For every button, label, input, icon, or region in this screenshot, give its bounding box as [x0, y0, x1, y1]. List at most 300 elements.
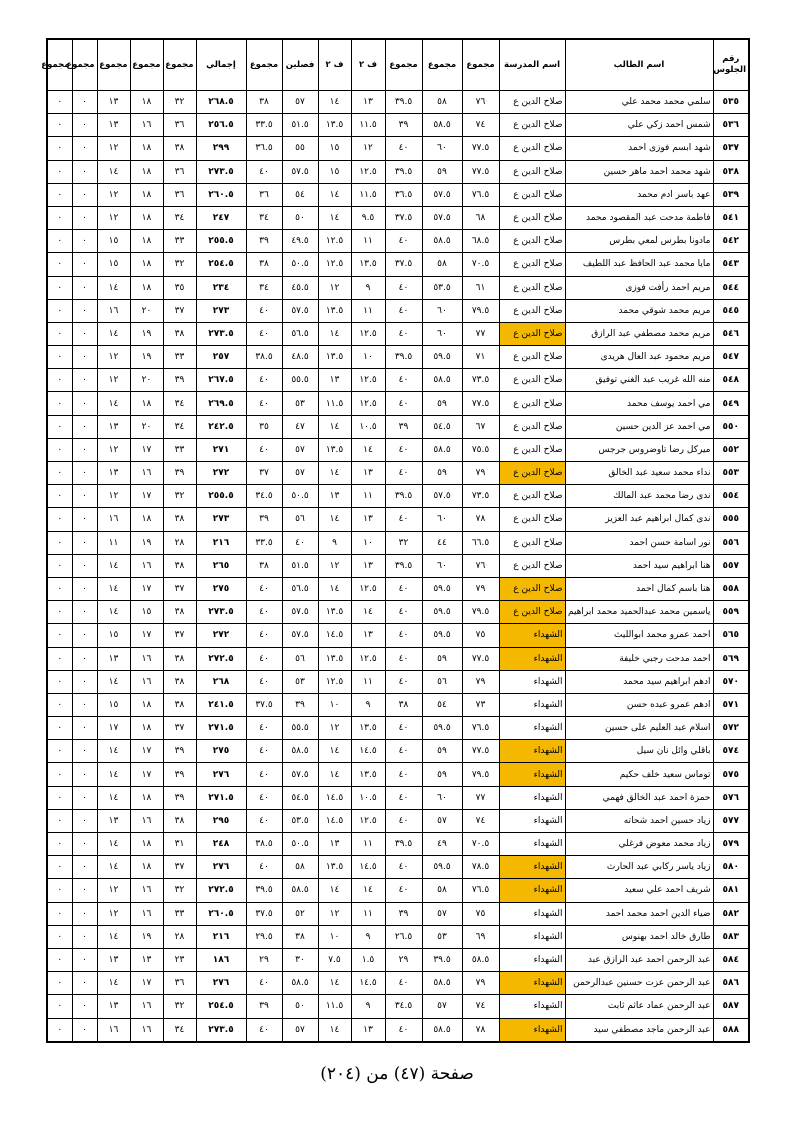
score-cell: ٥٧ [282, 1018, 318, 1042]
score-cell: ٥٧ [282, 91, 318, 114]
score-cell: ٣٩ [163, 462, 196, 485]
score-cell: ٧٧ [462, 786, 499, 809]
column-header: رقم الجلوس [713, 39, 749, 91]
score-cell: ٣٦.٥ [246, 137, 282, 160]
student-name-cell: عبد الرحمن احمد عبد الرازق عبد [565, 948, 713, 971]
score-cell: ١٢ [97, 206, 130, 229]
column-header: مجموع [422, 39, 462, 91]
score-cell: ٧٧.٥ [462, 647, 499, 670]
score-cell: ٣٩ [163, 786, 196, 809]
score-cell: ١٤ [318, 879, 351, 902]
school-cell: الشهداء [499, 856, 565, 879]
score-cell: ٣٩ [385, 114, 422, 137]
student-name-cell: عبد الرحمن عزت حسنين عبدالرحمن [565, 972, 713, 995]
score-cell: ٣٧.٥ [246, 693, 282, 716]
score-cell: ٧٧.٥ [462, 392, 499, 415]
score-cell: ٣٥ [163, 276, 196, 299]
score-cell: ٣٢ [385, 531, 422, 554]
score-cell: ٢٧٣ [196, 508, 246, 531]
score-cell: ٥٠ [282, 206, 318, 229]
table-row [47, 322, 749, 345]
score-cell: ١٤ [318, 740, 351, 763]
score-cell: ١٨ [130, 856, 163, 879]
score-cell: ٥٣ [282, 670, 318, 693]
table-row [47, 902, 749, 925]
score-cell: ١٦ [97, 1018, 130, 1042]
school-cell: الشهداء [499, 809, 565, 832]
score-cell: ٢٩٩ [196, 137, 246, 160]
score-cell: ٠ [47, 693, 72, 716]
score-cell: ١١.٥ [351, 114, 385, 137]
score-cell: ٧.٥ [318, 948, 351, 971]
table-row [47, 346, 749, 369]
student-name-cell: شمس احمد زكي علي [565, 114, 713, 137]
score-cell: ٠ [72, 160, 97, 183]
score-cell: ٠ [72, 508, 97, 531]
score-cell: ٣٨ [163, 693, 196, 716]
score-cell: ٢٧٥ [196, 740, 246, 763]
student-name-cell: ادهم عمرو عبده حسن [565, 693, 713, 716]
score-cell: ٢٤١.٥ [196, 693, 246, 716]
score-cell: ٦٨ [462, 206, 499, 229]
score-cell: ١٨ [130, 253, 163, 276]
score-cell: ٠ [47, 346, 72, 369]
score-cell: ٢٩ [385, 948, 422, 971]
score-cell: ٥١.٥ [282, 554, 318, 577]
score-cell: ٧٩ [462, 577, 499, 600]
score-cell: ٥٨.٥ [422, 114, 462, 137]
score-cell: ٢٦٩.٥ [196, 392, 246, 415]
score-cell: ٥٨ [282, 856, 318, 879]
score-cell: ١٢ [318, 276, 351, 299]
seat-number-cell: ٥٤٥ [713, 299, 749, 322]
score-cell: ٥٣.٥ [282, 809, 318, 832]
score-cell: ٢٣٤ [196, 276, 246, 299]
table-row [47, 438, 749, 461]
score-cell: ٠ [47, 670, 72, 693]
score-cell: ٥١.٥ [282, 114, 318, 137]
score-cell: ٥٥.٥ [282, 717, 318, 740]
school-cell: الشهداء [499, 972, 565, 995]
score-cell: ١٧ [130, 577, 163, 600]
score-cell: ١١ [351, 670, 385, 693]
score-cell: ١٦ [130, 809, 163, 832]
score-cell: ٣٦ [163, 160, 196, 183]
score-cell: ٥٩.٥ [422, 856, 462, 879]
score-cell: ٧٠.٥ [462, 833, 499, 856]
score-cell: ٤٠ [385, 647, 422, 670]
student-name-cell: فاطمة مدحت عبد المقصود محمد [565, 206, 713, 229]
table-row [47, 717, 749, 740]
school-cell: صلاح الدين ع [499, 392, 565, 415]
school-cell: صلاح الدين ع [499, 160, 565, 183]
student-name-cell: زياد محمد معوض فرغلي [565, 833, 713, 856]
score-cell: ٠ [72, 647, 97, 670]
score-cell: ٠ [47, 230, 72, 253]
school-cell: الشهداء [499, 995, 565, 1018]
score-cell: ٣٧ [246, 462, 282, 485]
seat-number-cell: ٥٣٧ [713, 137, 749, 160]
school-cell: صلاح الدين ع [499, 531, 565, 554]
seat-number-cell: ٥٧٩ [713, 833, 749, 856]
score-cell: ١٤ [97, 856, 130, 879]
score-cell: ١٠ [318, 693, 351, 716]
score-cell: ١٦ [130, 554, 163, 577]
score-cell: ١٤.٥ [318, 624, 351, 647]
score-cell: ٥٤ [282, 183, 318, 206]
score-cell: ٢٧٢ [196, 462, 246, 485]
score-cell: ٥٤.٥ [282, 786, 318, 809]
score-cell: ٣٨.٥ [246, 346, 282, 369]
seat-number-cell: ٥٤٣ [713, 253, 749, 276]
school-cell: صلاح الدين ع [499, 462, 565, 485]
score-cell: ٢٥٤.٥ [196, 995, 246, 1018]
score-cell: ١٣.٥ [318, 856, 351, 879]
score-cell: ٣٩.٥ [422, 948, 462, 971]
score-cell: ٢٩.٥ [246, 925, 282, 948]
score-cell: ١٣ [97, 415, 130, 438]
student-name-cell: عبد الرحمن ماجد مصطفي سيد [565, 1018, 713, 1042]
table-row [47, 462, 749, 485]
score-cell: ٠ [72, 717, 97, 740]
school-cell: صلاح الدين ع [499, 114, 565, 137]
score-cell: ٥٧ [422, 809, 462, 832]
score-cell: ٥٧.٥ [422, 183, 462, 206]
table-row [47, 369, 749, 392]
score-cell: ٥٩.٥ [422, 601, 462, 624]
score-cell: ٥٠.٥ [282, 833, 318, 856]
score-cell: ٢٩٥ [196, 809, 246, 832]
score-cell: ٤٠ [246, 369, 282, 392]
score-cell: ٠ [47, 786, 72, 809]
column-header: اسم المدرسة [499, 39, 565, 91]
seat-number-cell: ٥٤٧ [713, 346, 749, 369]
score-cell: ٣٩ [163, 369, 196, 392]
score-cell: ٣٨.٥ [246, 833, 282, 856]
score-cell: ٣٩.٥ [385, 91, 422, 114]
score-cell: ١٤ [97, 740, 130, 763]
score-cell: ١٥ [97, 230, 130, 253]
score-cell: ٥٣ [282, 392, 318, 415]
score-cell: ٠ [47, 717, 72, 740]
table-row [47, 230, 749, 253]
score-cell: ٣٤ [163, 206, 196, 229]
table-header [47, 39, 749, 91]
score-cell: ٠ [47, 369, 72, 392]
score-cell: ١٢ [318, 554, 351, 577]
score-cell: ٣٩ [385, 415, 422, 438]
score-cell: ٢٥٥.٥ [196, 485, 246, 508]
score-cell: ٠ [72, 809, 97, 832]
student-name-cell: ندى كمال ابراهيم عبد العزيز [565, 508, 713, 531]
score-cell: ٠ [72, 346, 97, 369]
student-name-cell: شهد محمد احمد ماهر حسين [565, 160, 713, 183]
score-cell: ٥٩.٥ [422, 346, 462, 369]
score-cell: ٤٩.٥ [282, 230, 318, 253]
score-cell: ٣٩ [282, 693, 318, 716]
score-cell: ١٧ [130, 438, 163, 461]
score-cell: ٠ [72, 693, 97, 716]
score-cell: ٠ [72, 230, 97, 253]
seat-number-cell: ٥٤٨ [713, 369, 749, 392]
score-cell: ٢٦.٥ [385, 925, 422, 948]
score-cell: ٦٠ [422, 322, 462, 345]
score-cell: ١٣ [97, 809, 130, 832]
score-cell: ٦٠ [422, 786, 462, 809]
score-cell: ٣٠ [282, 948, 318, 971]
score-cell: ١٥ [97, 253, 130, 276]
score-cell: ٥٠.٥ [282, 253, 318, 276]
score-cell: ١٧ [130, 624, 163, 647]
score-cell: ١٢ [97, 485, 130, 508]
score-cell: ٤٨.٥ [282, 346, 318, 369]
score-cell: ١٣.٥ [318, 647, 351, 670]
score-cell: ٠ [47, 183, 72, 206]
score-cell: ٥٨.٥ [462, 948, 499, 971]
student-name-cell: شهد ابسم فوزى احمد [565, 137, 713, 160]
table-row [47, 972, 749, 995]
seat-number-cell: ٥٧٧ [713, 809, 749, 832]
score-cell: ٣٢ [163, 485, 196, 508]
column-header: فصلين [282, 39, 318, 91]
score-cell: ١٣ [351, 508, 385, 531]
score-cell: ١٨٦ [196, 948, 246, 971]
score-cell: ٧٤ [462, 995, 499, 1018]
school-cell: صلاح الدين ع [499, 415, 565, 438]
score-cell: ٣٨ [385, 693, 422, 716]
score-cell: ٤٠ [385, 972, 422, 995]
score-cell: ٣٨ [246, 554, 282, 577]
score-cell: ٠ [72, 415, 97, 438]
table-body [47, 91, 749, 1042]
table-row [47, 879, 749, 902]
score-cell: ٧٩.٥ [462, 299, 499, 322]
score-cell: ١٤ [318, 91, 351, 114]
column-header: مجموع [130, 39, 163, 91]
student-name-cell: مريم محمود عبد العال هريدى [565, 346, 713, 369]
score-cell: ٧٤ [462, 114, 499, 137]
score-cell: ١٨ [130, 91, 163, 114]
score-cell: ٥٧.٥ [282, 299, 318, 322]
score-cell: ١٢.٥ [351, 369, 385, 392]
score-cell: ٠ [47, 160, 72, 183]
score-cell: ٣٩ [385, 902, 422, 925]
score-cell: ٤٧ [282, 415, 318, 438]
score-cell: ١٣ [318, 833, 351, 856]
score-cell: ٣٧ [163, 299, 196, 322]
score-cell: ٠ [47, 253, 72, 276]
score-cell: ٥٥.٥ [282, 369, 318, 392]
score-cell: ٥٠.٥ [282, 485, 318, 508]
score-cell: ٧٠.٥ [462, 253, 499, 276]
score-cell: ٠ [47, 508, 72, 531]
student-name-cell: طارق خالد احمد بهنوس [565, 925, 713, 948]
score-cell: ١٩ [130, 531, 163, 554]
table-row [47, 206, 749, 229]
student-name-cell: شريف احمد علي سعيد [565, 879, 713, 902]
score-cell: ٠ [72, 462, 97, 485]
score-cell: ١٠ [351, 346, 385, 369]
score-cell: ٥٥ [282, 137, 318, 160]
score-cell: ٩ [351, 693, 385, 716]
score-cell: ٢٤٧ [196, 206, 246, 229]
school-cell: الشهداء [499, 879, 565, 902]
score-cell: ٧٩.٥ [462, 763, 499, 786]
score-cell: ٥٨.٥ [282, 972, 318, 995]
score-cell: ١٤ [318, 183, 351, 206]
score-cell: ١٢ [97, 369, 130, 392]
score-cell: ١٨ [130, 206, 163, 229]
score-cell: ١٨ [130, 230, 163, 253]
score-cell: ١٦ [130, 462, 163, 485]
score-cell: ٦٨.٥ [462, 230, 499, 253]
score-cell: ١٣ [97, 995, 130, 1018]
score-cell: ٦٩ [462, 925, 499, 948]
score-cell: ٤٠ [385, 369, 422, 392]
seat-number-cell: ٥٨١ [713, 879, 749, 902]
student-name-cell: زياد حسين احمد شحاته [565, 809, 713, 832]
score-cell: ٣٣.٥ [246, 531, 282, 554]
seat-number-cell: ٥٦٥ [713, 624, 749, 647]
score-cell: ٢٠ [130, 369, 163, 392]
score-cell: ٥٨.٥ [282, 740, 318, 763]
score-cell: ٥٩ [422, 392, 462, 415]
score-cell: ٤٠ [246, 856, 282, 879]
score-cell: ٤٠ [385, 624, 422, 647]
score-cell: ٦٦.٥ [462, 531, 499, 554]
score-cell: ٠ [47, 763, 72, 786]
school-cell: الشهداء [499, 925, 565, 948]
score-cell: ١١.٥ [351, 183, 385, 206]
score-cell: ٧٨.٥ [462, 856, 499, 879]
score-cell: ١٠ [351, 531, 385, 554]
score-cell: ٣٨ [163, 647, 196, 670]
table-row [47, 392, 749, 415]
student-name-cell: ندى رضا محمد عبد المالك [565, 485, 713, 508]
score-cell: ٩ [351, 925, 385, 948]
score-cell: ٠ [47, 856, 72, 879]
score-cell: ١٥ [130, 601, 163, 624]
score-cell: ٥٢ [282, 902, 318, 925]
page-number: صفحة (٤٧) من (٢٠٤) [320, 1064, 474, 1084]
score-cell: ٦٠ [422, 508, 462, 531]
score-cell: ٤٠ [385, 1018, 422, 1042]
seat-number-cell: ٥٥٩ [713, 601, 749, 624]
score-cell: ٧٧.٥ [462, 137, 499, 160]
score-cell: ١١ [351, 230, 385, 253]
column-header: مجموع [47, 39, 72, 91]
score-cell: ٤٠ [385, 322, 422, 345]
column-header: مجموع [163, 39, 196, 91]
score-cell: ١٣.٥ [351, 717, 385, 740]
table-row [47, 485, 749, 508]
score-cell: ٤٠ [385, 809, 422, 832]
table-row [47, 995, 749, 1018]
score-cell: ١٣ [97, 91, 130, 114]
score-cell: ٣٣.٥ [246, 114, 282, 137]
score-cell: ١٣.٥ [351, 253, 385, 276]
score-cell: ١٥ [97, 693, 130, 716]
score-cell: ٢٣ [163, 948, 196, 971]
score-cell: ٣٩.٥ [385, 346, 422, 369]
score-cell: ٠ [72, 114, 97, 137]
student-name-cell: مادونا بطرس لمعي بطرس [565, 230, 713, 253]
score-cell: ٤٠ [385, 879, 422, 902]
score-cell: ٤٠ [246, 577, 282, 600]
score-cell: ٤٠ [246, 438, 282, 461]
score-cell: ٠ [72, 833, 97, 856]
student-name-cell: باقلي وائل نان سيل [565, 740, 713, 763]
score-cell: ٤٠ [385, 276, 422, 299]
score-cell: ١٩ [130, 322, 163, 345]
score-cell: ١٢ [97, 879, 130, 902]
score-cell: ٣٩ [246, 995, 282, 1018]
school-cell: صلاح الدين ع [499, 438, 565, 461]
score-cell: ٣٧ [163, 624, 196, 647]
score-cell: ٢٨ [163, 925, 196, 948]
student-name-cell: احمد مدحت رجبي خليفة [565, 647, 713, 670]
seat-number-cell: ٥٨٦ [713, 972, 749, 995]
score-cell: ٧٥.٥ [462, 438, 499, 461]
score-cell: ٠ [72, 763, 97, 786]
score-cell: ٦٧ [462, 415, 499, 438]
score-cell: ١١ [351, 833, 385, 856]
score-cell: ٣٢ [163, 91, 196, 114]
seat-number-cell: ٥٨٧ [713, 995, 749, 1018]
score-cell: ١٩ [130, 925, 163, 948]
score-cell: ٤٠ [385, 137, 422, 160]
score-cell: ١٧ [130, 972, 163, 995]
score-cell: ٣٦ [246, 183, 282, 206]
score-cell: ٣٨ [163, 554, 196, 577]
score-cell: ١٤ [97, 276, 130, 299]
score-cell: ٢٦٥ [196, 554, 246, 577]
score-cell: ١٢ [97, 183, 130, 206]
score-cell: ٧٩ [462, 462, 499, 485]
score-cell: ٥٧.٥ [282, 624, 318, 647]
school-cell: صلاح الدين ع [499, 230, 565, 253]
score-cell: ٣٨ [163, 809, 196, 832]
score-cell: ٢٧٦ [196, 856, 246, 879]
score-cell: ١٨ [130, 276, 163, 299]
score-cell: ٣٨ [163, 670, 196, 693]
score-cell: ٢٦٨.٥ [196, 91, 246, 114]
student-name-cell: مريم محمد شوقي محمد [565, 299, 713, 322]
score-cell: ٦٠ [422, 299, 462, 322]
score-cell: ٥٧ [282, 462, 318, 485]
score-cell: ١٢ [97, 902, 130, 925]
seat-number-cell: ٥٣٨ [713, 160, 749, 183]
score-cell: ٣٩.٥ [246, 879, 282, 902]
score-cell: ٥٨.٥ [422, 369, 462, 392]
score-cell: ٣١ [163, 833, 196, 856]
score-cell: ١٧ [97, 717, 130, 740]
score-cell: ٠ [47, 462, 72, 485]
score-cell: ١٤ [97, 670, 130, 693]
score-cell: ٢١٦ [196, 531, 246, 554]
score-cell: ١١.٥ [318, 995, 351, 1018]
score-cell: ٠ [47, 740, 72, 763]
score-cell: ٥٩.٥ [422, 624, 462, 647]
seat-number-cell: ٥٣٥ [713, 91, 749, 114]
score-cell: ١٨ [130, 786, 163, 809]
score-cell: ١٤ [318, 462, 351, 485]
score-cell: ١٨ [130, 160, 163, 183]
score-cell: ٧٦.٥ [462, 717, 499, 740]
score-cell: ١٤ [318, 1018, 351, 1042]
student-name-cell: هنا باسم كمال احمد [565, 577, 713, 600]
score-cell: ٠ [72, 856, 97, 879]
